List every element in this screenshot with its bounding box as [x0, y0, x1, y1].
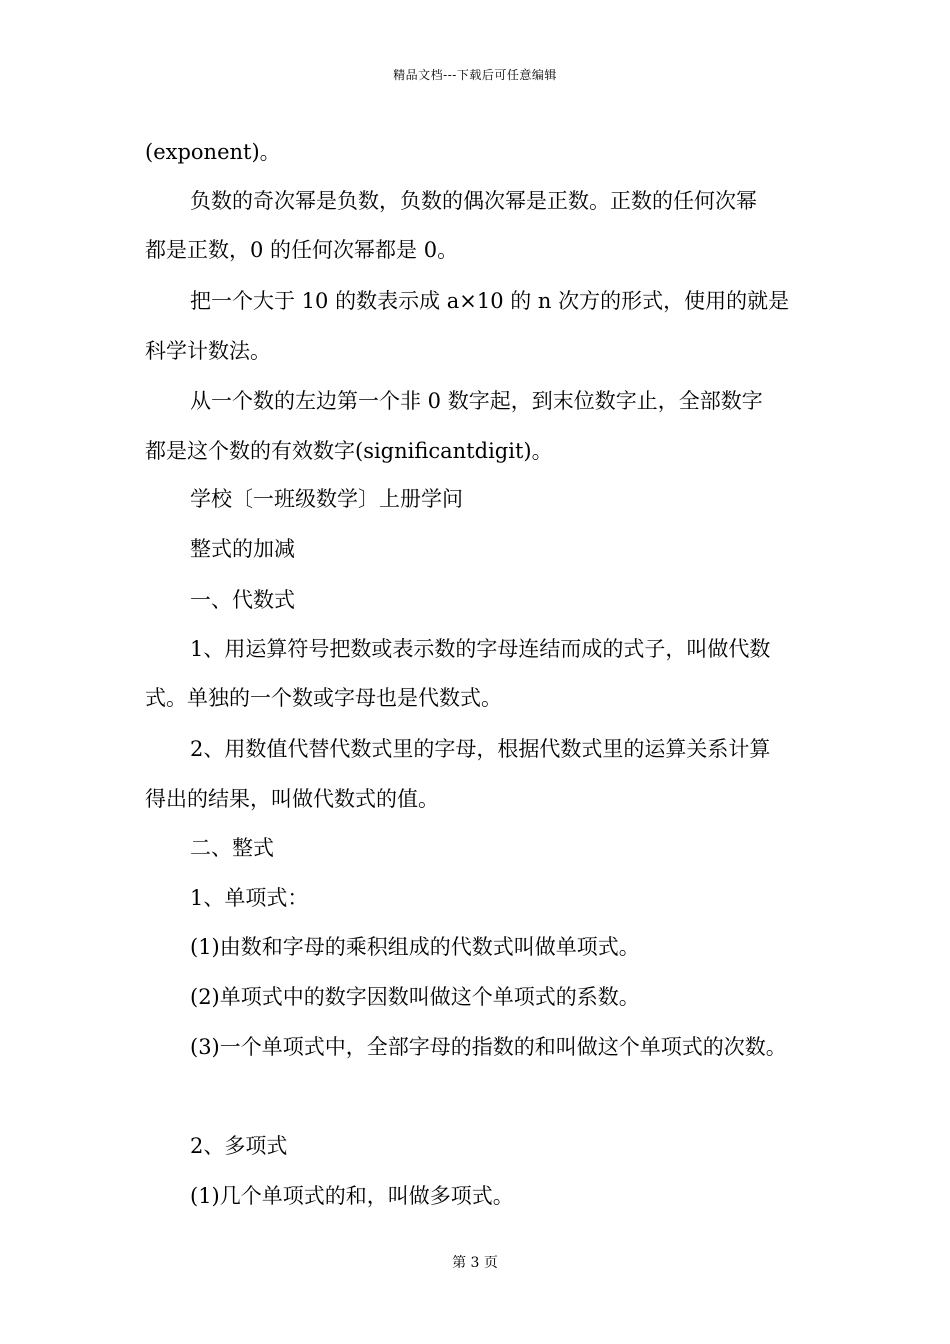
text-line: 1、单项式： [190, 886, 309, 910]
text-line: 2、用数值代替代数式里的字母，根据代数式里的运算关系计算 [190, 737, 771, 761]
text-line: 都是正数，0 的任何次幂都是 0。 [145, 238, 459, 262]
section-title: 整式的加减 [190, 537, 295, 561]
text-line: 2、多项式 [190, 1134, 288, 1158]
text-line: 式。单独的一个数或字母也是代数式。 [145, 686, 502, 710]
text-line: (exponent)。 [145, 140, 281, 164]
section-title: 学校〔一班级数学〕上册学问 [190, 487, 463, 511]
text-line: (3)一个单项式中，全部字母的指数的和叫做这个单项式的次数。 [190, 1035, 787, 1059]
text-line: 1、用运算符号把数或表示数的字母连结而成的式子，叫做代数 [190, 637, 771, 661]
text-line: (2)单项式中的数字因数叫做这个单项式的系数。 [190, 985, 640, 1009]
text-line: 科学计数法。 [145, 339, 271, 363]
text-line: (1)由数和字母的乘积组成的代数式叫做单项式。 [190, 935, 640, 959]
text-line: (1)几个单项式的和，叫做多项式。 [190, 1184, 514, 1208]
page-header: 精品文档---下载后可任意编辑 [393, 68, 557, 82]
section-heading: 二、整式 [190, 836, 274, 860]
text-line: 把一个大于 10 的数表示成 a×10 的 n 次方的形式，使用的就是 [190, 289, 790, 313]
text-line: 负数的奇次幂是负数，负数的偶次幂是正数。正数的任何次幂 [190, 189, 757, 213]
text-line: 都是这个数的有效数字(significantdigit)。 [145, 439, 553, 463]
text-line: 从一个数的左边第一个非 0 数字起，到末位数字止，全部数字 [190, 389, 763, 413]
section-heading: 一、代数式 [190, 588, 295, 612]
text-line: 得出的结果，叫做代数式的值。 [145, 787, 439, 811]
page-number: 第 3 页 [452, 1255, 498, 1271]
